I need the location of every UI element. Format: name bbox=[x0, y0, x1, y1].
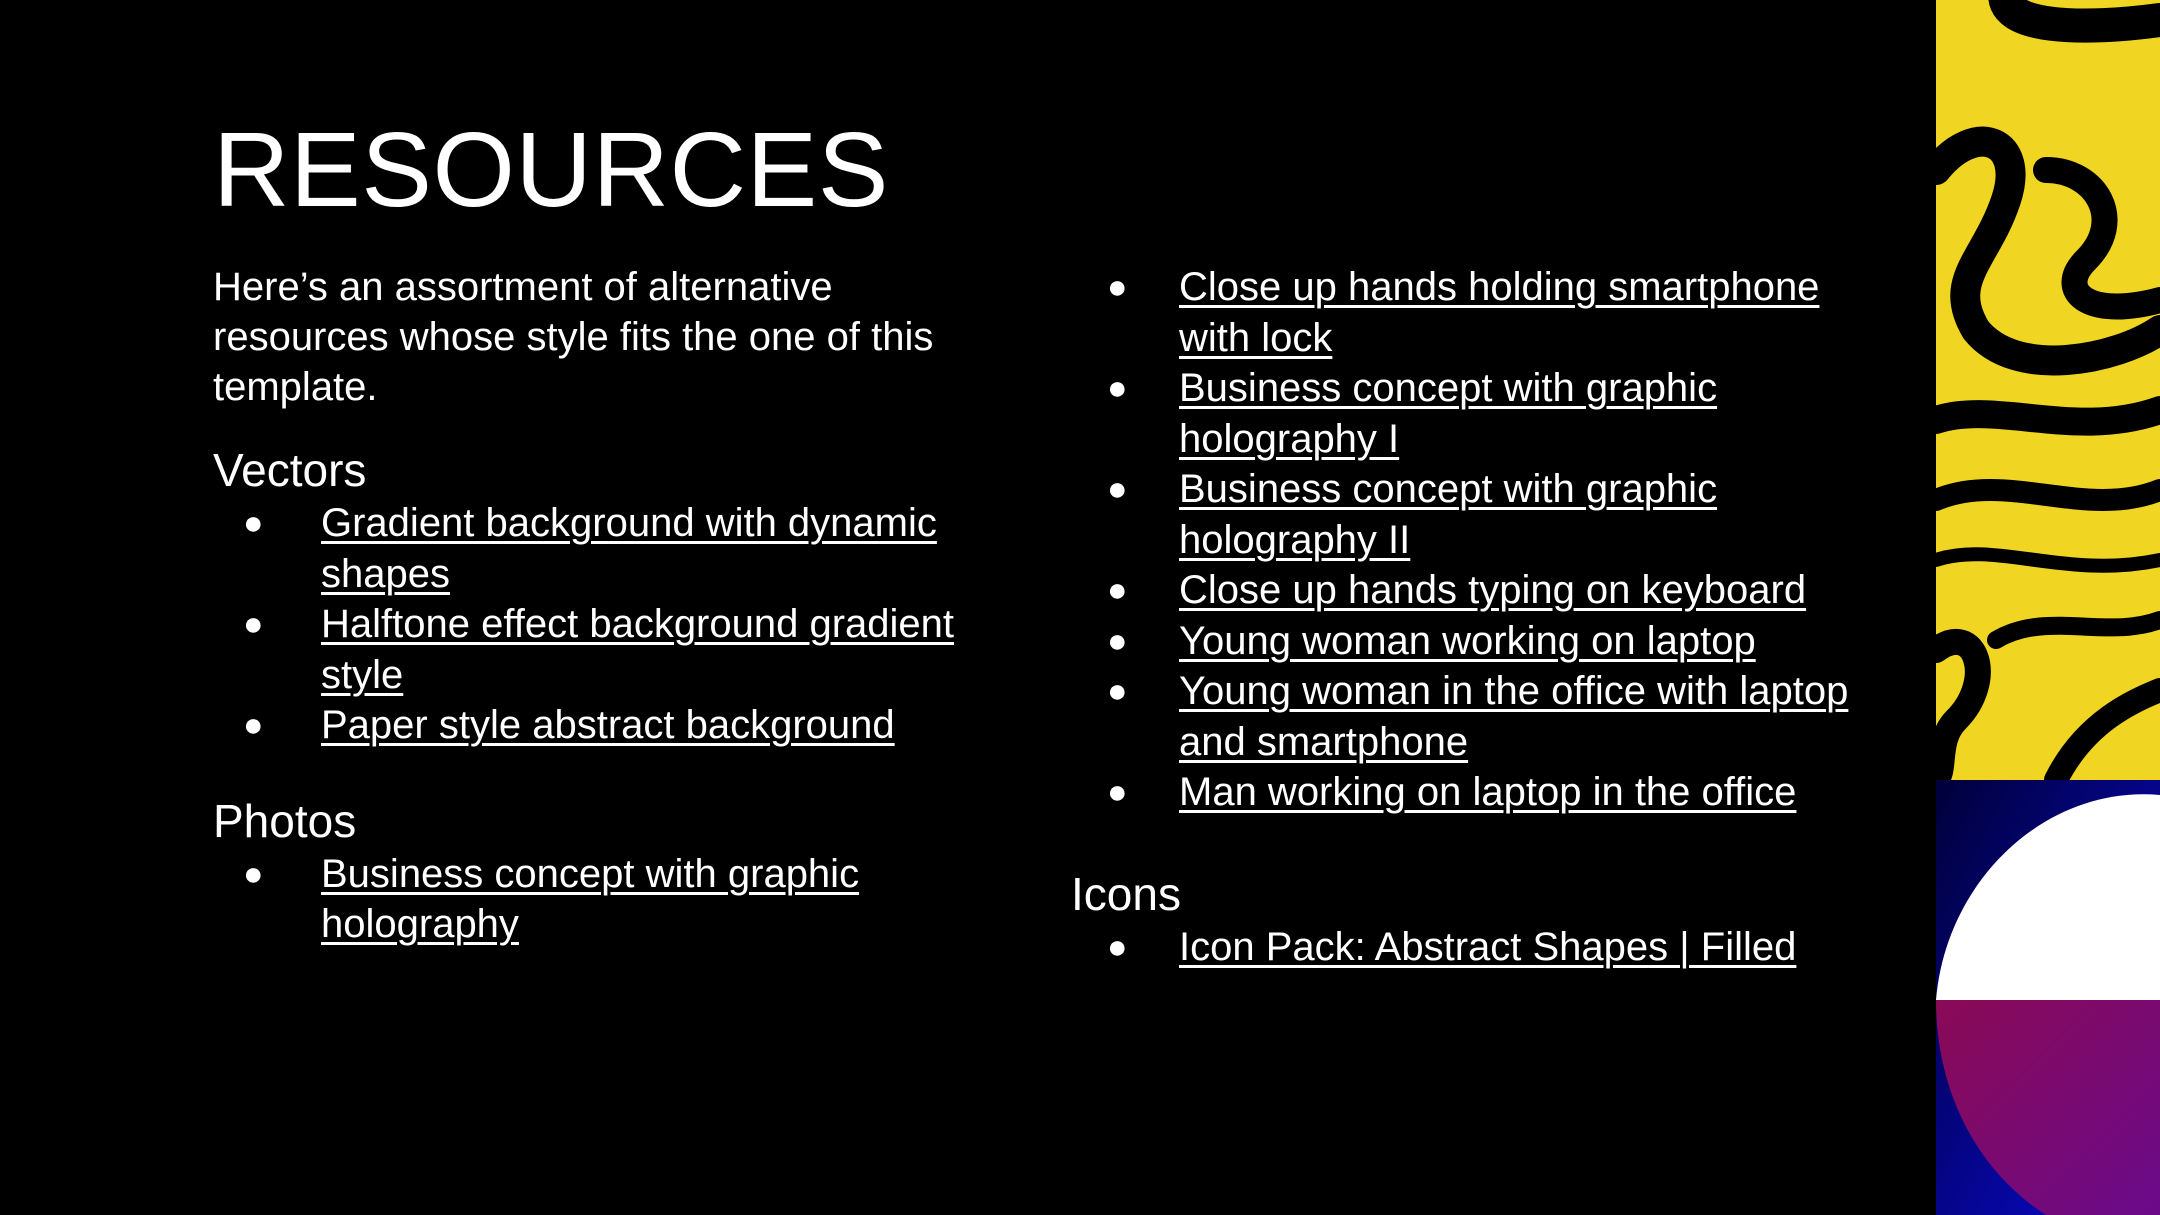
bullet-icon: ● bbox=[1107, 672, 1128, 710]
bullet-icon: ● bbox=[243, 504, 264, 542]
list-item bbox=[1071, 922, 1891, 973]
list-item bbox=[1071, 363, 1891, 464]
resource-link[interactable]: Gradient background with dynamic shapes bbox=[321, 501, 937, 596]
icons-list bbox=[1071, 922, 1891, 973]
intro-text: Here’s an assortment of alternative resources whose style fits the one of this template. bbox=[213, 265, 934, 409]
icons-heading: Icons bbox=[1071, 867, 1181, 920]
bullet-icon: ● bbox=[243, 706, 264, 744]
right-column bbox=[1071, 262, 1891, 972]
list-item bbox=[1071, 565, 1891, 616]
bullet-icon: ● bbox=[1107, 773, 1128, 811]
left-column bbox=[213, 262, 1013, 950]
resource-link[interactable]: Close up hands holding smartphone with lock bbox=[1179, 265, 1820, 360]
vectors-heading: Vectors bbox=[213, 444, 367, 496]
resource-link[interactable]: Icon Pack: Abstract Shapes | Filled bbox=[1179, 924, 1797, 969]
bullet-icon: ● bbox=[243, 605, 264, 643]
list-item bbox=[1071, 666, 1891, 767]
resource-link[interactable]: Young woman working on laptop bbox=[1179, 618, 1756, 663]
photos-heading: Photos bbox=[213, 794, 357, 847]
list-item bbox=[213, 599, 1013, 700]
list-item bbox=[1071, 767, 1891, 818]
resource-link[interactable]: Business concept with graphic holography I bbox=[1179, 366, 1718, 461]
bullet-icon: ● bbox=[243, 854, 264, 893]
resource-link[interactable]: Man working on laptop in the office bbox=[1179, 770, 1797, 814]
list-item bbox=[1071, 262, 1891, 363]
resource-link[interactable]: Young woman in the office with laptop and smartphone bbox=[1179, 669, 1849, 764]
resource-link[interactable]: Business concept with graphic holography bbox=[321, 851, 860, 946]
list-item bbox=[213, 498, 1013, 599]
resource-link[interactable]: Close up hands typing on keyboard bbox=[1179, 568, 1807, 612]
photos-list bbox=[213, 849, 1013, 950]
abstract-shapes-decoration bbox=[1936, 0, 2160, 1215]
bullet-icon: ● bbox=[1107, 571, 1128, 609]
list-item bbox=[1071, 616, 1891, 667]
bullet-icon: ● bbox=[1107, 470, 1128, 508]
slide-title: RESOURCES bbox=[213, 111, 889, 229]
photos-list-continued bbox=[1071, 262, 1891, 818]
resource-link[interactable]: Paper style abstract background bbox=[321, 703, 895, 747]
list-item bbox=[213, 849, 1013, 950]
bullet-icon: ● bbox=[1107, 621, 1128, 660]
bullet-icon: ● bbox=[1107, 927, 1128, 966]
resource-link[interactable]: Halftone effect background gradient style bbox=[321, 602, 955, 697]
list-item bbox=[1071, 464, 1891, 565]
decorative-strip bbox=[1936, 0, 2160, 1215]
resource-link[interactable]: Business concept with graphic holography II bbox=[1179, 467, 1718, 562]
bullet-icon: ● bbox=[1107, 268, 1128, 306]
vectors-list bbox=[213, 498, 1013, 751]
bullet-icon: ● bbox=[1107, 369, 1128, 407]
list-item bbox=[213, 700, 1013, 751]
